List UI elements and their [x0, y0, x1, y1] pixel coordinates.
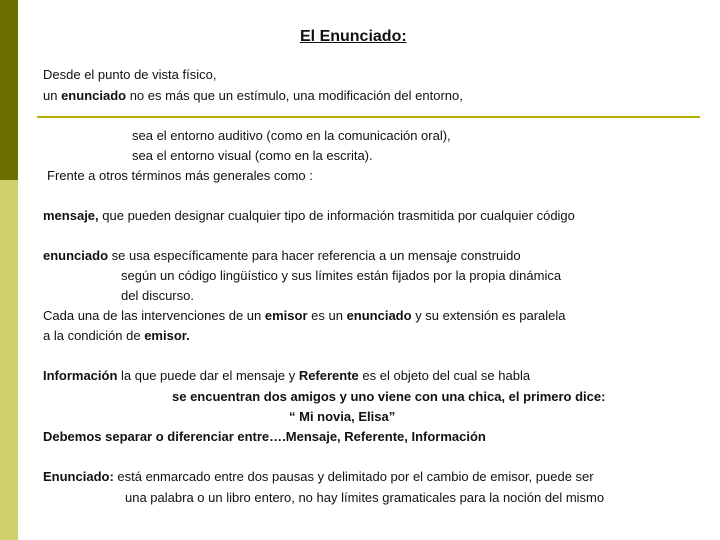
enunciado-def-line-5: a la condición de emisor. [43, 328, 190, 343]
page-title: El Enunciado: [300, 28, 407, 45]
intro-line-2: un enunciado no es más que un estímulo, una modificación del entorno, [43, 88, 463, 103]
mensaje-paragraph: mensaje, que pueden designar cualquier tipo de información trasmitida por cualquier código [43, 208, 575, 223]
informacion-line-4: Debemos separar o diferenciar entre….Mensaje, Referente, Información [43, 429, 486, 444]
informacion-line-2: se encuentran dos amigos y uno viene con una chica, el primero dice: [172, 389, 606, 404]
entorno-line-3: Frente a otros términos más generales como : [47, 168, 313, 183]
entorno-line-2: sea el entorno visual (como en la escrita). [132, 148, 373, 163]
informacion-line-3: “ Mi novia, Elisa” [289, 409, 396, 424]
informacion-line-1: Información la que puede dar el mensaje y Referente es el objeto del cual se habla [43, 368, 531, 383]
enunciado-def-line-1: enunciado se usa específicamente para hacer referencia a un mensaje construido [43, 248, 521, 263]
sidebar-accent-light [0, 180, 18, 540]
enunciado-def-line-2: según un código lingüístico y sus límites están fijados por la propia dinámica [121, 268, 562, 283]
divider [37, 116, 700, 118]
enunciado-def-line-4: Cada una de las intervenciones de un emisor es un enunciado y su extensión es paralela [43, 308, 566, 323]
entorno-line-1: sea el entorno auditivo (como en la comunicación oral), [132, 128, 451, 143]
enunciado-def-line-3: del discurso. [121, 288, 194, 303]
enunciado-final-line-2: una palabra o un libro entero, no hay límites gramaticales para la noción del mismo [125, 490, 605, 505]
enunciado-final-line-1: Enunciado: está enmarcado entre dos pausas y delimitado por el cambio de emisor, puede ser [43, 469, 594, 484]
intro-line-1: Desde el punto de vista físico, [43, 67, 217, 82]
sidebar-accent-dark [0, 0, 18, 180]
